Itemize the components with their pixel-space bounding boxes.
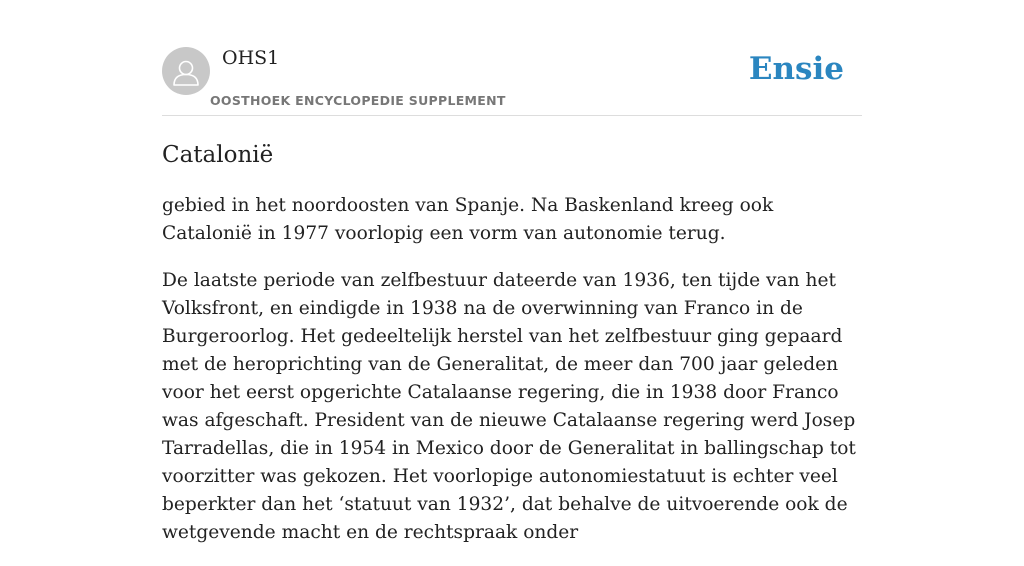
article-paragraph: De laatste periode van zelfbestuur dateerde van 1936, ten tijde van het Volksfront, en eindigde in 1938 na de overwinning van Franco in de Burgeroorlog. Het gedeeltelijk herstel van het zelfbestuur ging gepaard met de heroprichting van de Generalitat, de meer dan 700 jaar geleden voor het eerst opgerichte Catalaanse regering, die in 1938 door Franco was afgeschaft. President van de nieuwe Catalaanse regering werd Josep Tarradellas, die in 1954 in Mexico door de Generalitat in ballingschap tot voorzitter was gekozen. Het voorlopige autonomiestatuut is echter veel beperkter dan het ‘statuut van 1932’, dat behalve de uitvoerende ook de wetgevende macht en de rechtspraak onder: [162, 270, 856, 543]
brand-logo[interactable]: Ensie: [748, 51, 844, 87]
article-body: [162, 192, 862, 566]
article-paragraph: gebied in het noordoosten van Spanje. Na Baskenland kreeg ook Catalonië in 1977 voorlopig een vorm van autonomie terug.: [162, 195, 774, 244]
avatar[interactable]: [162, 47, 210, 95]
page-container: [162, 0, 862, 543]
page-title: Catalonië: [162, 142, 274, 168]
user-icon: [162, 47, 210, 95]
author-link[interactable]: OHS1: [222, 47, 280, 69]
source-label: OOSTHOEK ENCYCLOPEDIE SUPPLEMENT: [210, 93, 506, 108]
header: [162, 0, 862, 116]
